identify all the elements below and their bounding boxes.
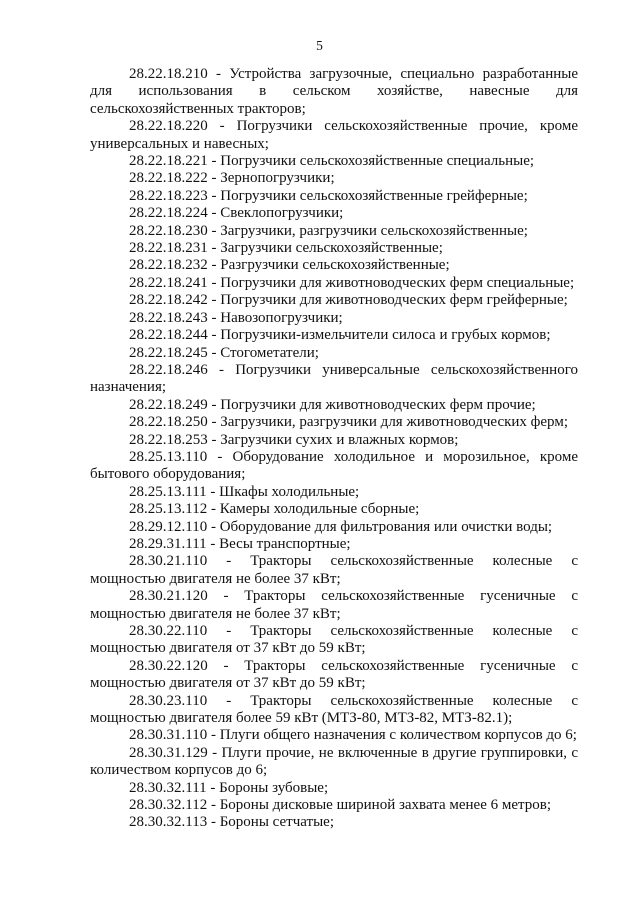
list-item: 28.22.18.220 - Погрузчики сельскохозяйственные прочие, кроме универсальных и навесных; [90,118,578,152]
list-item: 28.30.32.113 - Бороны сетчатые; [129,814,334,831]
list-item: 28.22.18.223 - Погрузчики сельскохозяйственные грейферные; [129,187,528,204]
list-item: 28.22.18.210 - Устройства загрузочные, специально разработанные для использования в сельском хозяйстве, навесные для сельскохозяйственных тракторов; [90,66,578,117]
list-item: 28.30.22.110 - Тракторы сельскохозяйственные колесные с мощностью двигателя от 37 кВт до 59 кВт; [90,623,578,657]
list-item: 28.22.18.249 - Погрузчики для животноводческих ферм прочие; [129,396,536,413]
list-item: 28.25.13.110 - Оборудование холодильное и морозильное, кроме бытового оборудования; [90,448,578,483]
list-item: 28.22.18.253 - Загрузчики сухих и влажных кормов; [129,431,459,448]
list-item: 28.25.13.111 - Шкафы холодильные; [129,483,360,500]
list-item: 28.29.12.110 - Оборудование для фильтрования или очистки воды; [129,518,553,535]
document-body [90,66,578,832]
list-item: 28.22.18.246 - Погрузчики универсальные сельскохозяйственного назначения; [90,361,578,396]
list-item: 28.30.23.110 - Тракторы сельскохозяйственные колесные с мощностью двигателя более 59 кВт (МТЗ-80, МТЗ-82, МТЗ-82.1); [90,692,578,727]
list-item: 28.30.32.111 - Бороны зубовые; [129,779,329,796]
list-item: 28.22.18.243 - Навозопогрузчики; [129,309,343,326]
list-item: 28.22.18.241 - Погрузчики для животноводческих ферм специальные; [129,274,575,291]
list-item: 28.30.22.120 - Тракторы сельскохозяйственные гусеничные с мощностью двигателя от 37 кВт до 59 кВт; [90,657,578,692]
list-item: 28.22.18.231 - Загрузчики сельскохозяйственные; [129,240,443,257]
page-number: 5 [316,38,323,53]
list-item: 28.22.18.222 - Зернопогрузчики; [129,170,335,187]
list-item: 28.30.21.110 - Тракторы сельскохозяйственные колесные с мощностью двигателя не более 37 кВт; [90,553,578,587]
list-item: 28.29.31.111 - Весы транспортные; [129,535,351,552]
list-item: 28.22.18.244 - Погрузчики-измельчители силоса и грубых кормов; [129,327,551,344]
list-item: 28.22.18.230 - Загрузчики, разгрузчики сельскохозяйственные; [129,222,528,239]
list-item: 28.30.21.120 - Тракторы сельскохозяйственные гусеничные с мощностью двигателя не более 37 кВт; [90,588,578,622]
list-item: 28.22.18.250 - Загрузчики, разгрузчики для животноводческих ферм; [129,414,568,431]
list-item: 28.30.31.129 - Плуги прочие, не включенные в другие группировки, с количеством корпусов до 6; [90,744,578,779]
list-item: 28.30.31.110 - Плуги общего назначения с количеством корпусов до 6; [129,727,577,744]
list-item: 28.22.18.245 - Стогометатели; [129,344,319,361]
list-item: 28.22.18.242 - Погрузчики для животноводческих ферм грейферные; [129,292,568,309]
list-item: 28.25.13.112 - Камеры холодильные сборные; [129,501,420,518]
list-item: 28.22.18.232 - Разгрузчики сельскохозяйственные; [129,257,450,274]
list-item: 28.30.32.112 - Бороны дисковые шириной захвата менее 6 метров; [129,797,551,814]
list-item: 28.22.18.221 - Погрузчики сельскохозяйственные специальные; [129,153,535,170]
list-item: 28.22.18.224 - Свеклопогрузчики; [129,205,344,222]
